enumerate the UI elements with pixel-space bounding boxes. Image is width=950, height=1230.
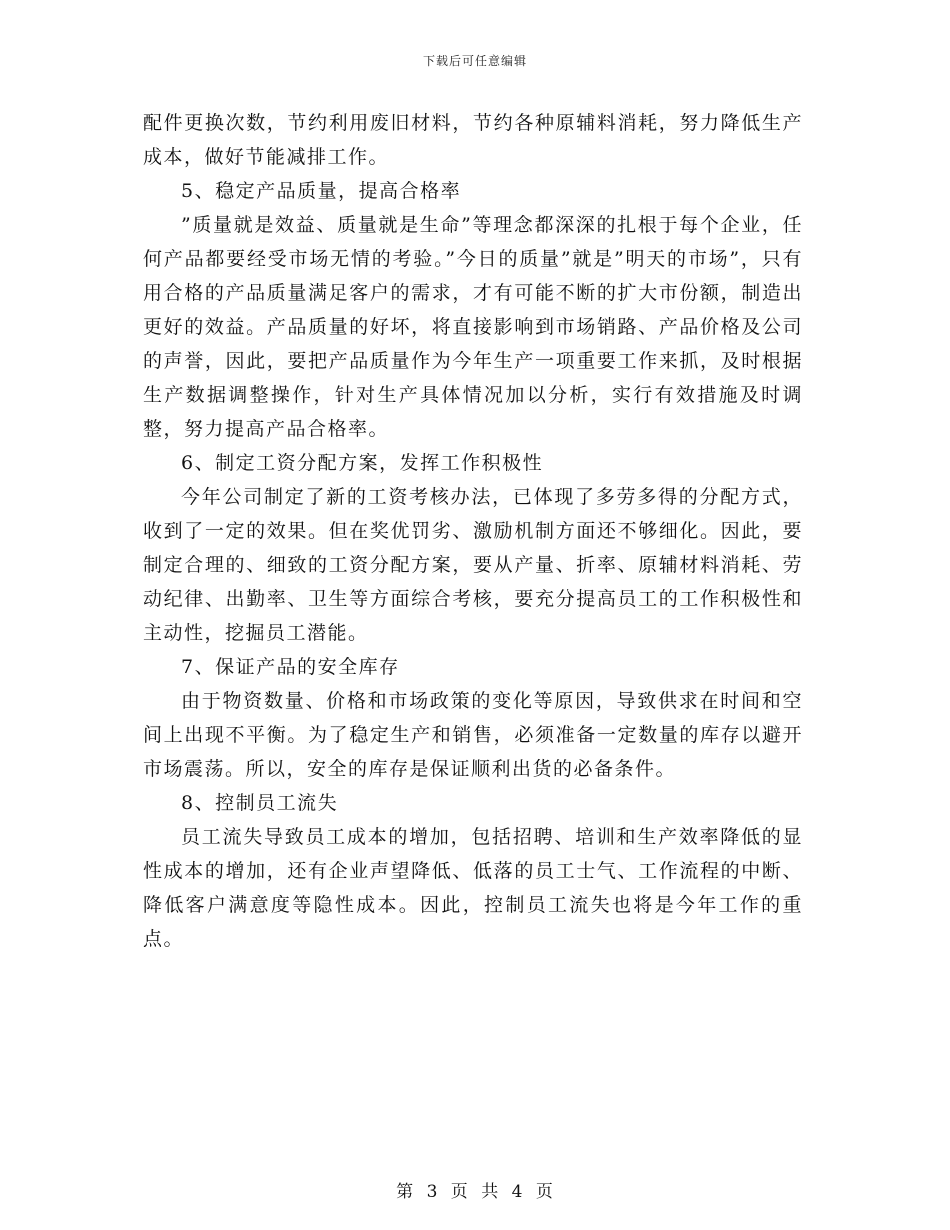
section-heading-7: 7、保证产品的安全库存	[181, 656, 400, 678]
paragraph-quality: ”质量就是效益、质量就是生命”等理念都深深的扎根于每个企业，任何产品都要经受市场无情的考验。”今日的质量”就是”明天的市场”，只有用合格的产品质量满足客户的需求，才有可能不断的扩大市份额，制造出更好的效益。产品质量的好坏，将直接影响到市场销路、产品价格及公司的声誉，因此，要把产品质量作为今年生产一项重要工作来抓，及时根据生产数据调整操作，针对生产具体情况加以分析，实行有效措施及时调整，努力提高产品合格率。	[143, 214, 803, 440]
section-heading-6: 6、制定工资分配方案，发挥工作积极性	[181, 452, 544, 474]
section-heading-8: 8、控制员工流失	[181, 792, 339, 814]
document-body	[143, 106, 803, 956]
section-heading-5: 5、稳定产品质量，提高合格率	[181, 180, 462, 202]
paragraph-continued: 配件更换次数，节约利用废旧材料，节约各种原辅料消耗，努力降低生产成本，做好节能减排工作。	[143, 112, 803, 168]
paragraph-wages: 今年公司制定了新的工资考核办法，已体现了多劳多得的分配方式，收到了一定的效果。但在奖优罚劣、激励机制方面还不够细化。因此，要制定合理的、细致的工资分配方案，要从产量、折率、原辅材料消耗、劳动纪律、出勤率、卫生等方面综合考核，要充分提高员工的工作积极性和主动性，挖掘员工潜能。	[143, 486, 803, 644]
paragraph-inventory: 由于物资数量、价格和市场政策的变化等原因，导致供求在时间和空间上出现不平衡。为了稳定生产和销售，必须准备一定数量的库存以避开市场震荡。所以，安全的库存是保证顺利出货的必备条件。	[143, 690, 803, 780]
page-number: 第 3 页 共 4 页	[396, 1182, 554, 1202]
paragraph-staff-turnover: 员工流失导致员工成本的增加，包括招聘、培训和生产效率降低的显性成本的增加，还有企业声望降低、低落的员工士气、工作流程的中断、降低客户满意度等隐性成本。因此，控制员工流失也将是今年工作的重点。	[143, 826, 803, 950]
page-header: 下载后可任意编辑	[422, 54, 527, 68]
